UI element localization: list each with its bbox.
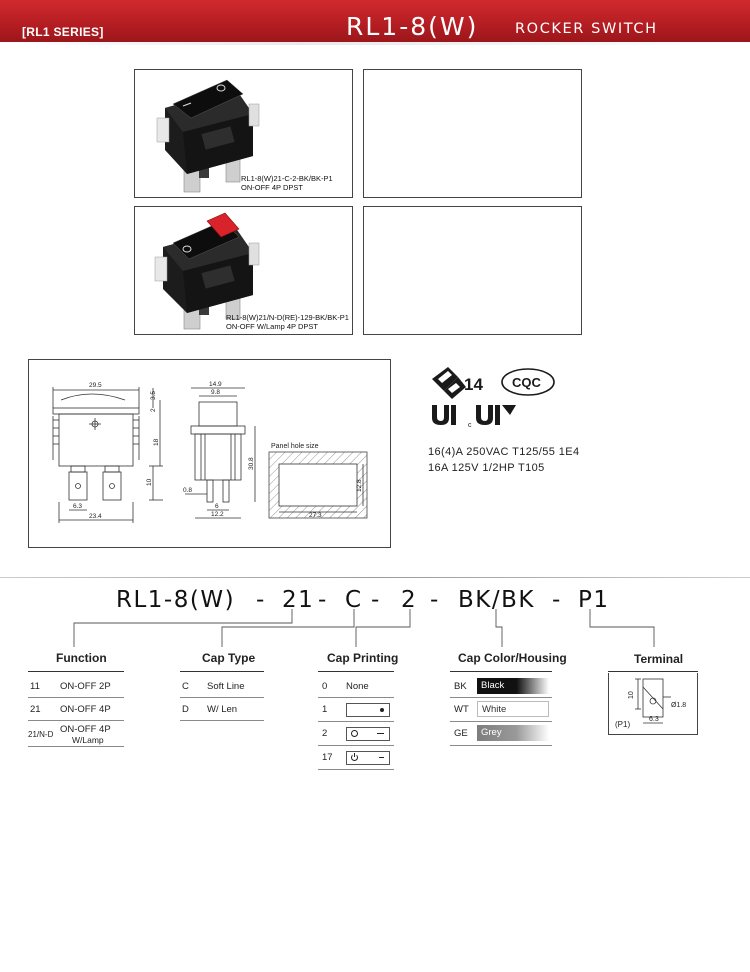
cap-type-code-d: D (182, 704, 189, 715)
header-bar (0, 0, 750, 42)
dimension-drawing-svg (29, 360, 392, 549)
code-sep-4: - (430, 587, 440, 613)
dim-12-2: 12.2 (211, 511, 224, 518)
terminal-title: Terminal (634, 652, 684, 666)
function-desc-21nd: ON-OFF 4P (60, 724, 111, 735)
function-desc-11: ON-OFF 2P (60, 681, 111, 692)
ul-logo (432, 405, 456, 425)
product-1-model: RL1-8(W)21-C-2-BK/BK-P1 (241, 174, 333, 183)
dim-10: 10 (146, 478, 153, 486)
cap-printing-desc-0: None (346, 681, 369, 692)
enec-logo (432, 367, 466, 399)
code-series: RL1-8(W) (116, 587, 236, 613)
cap-printing-title: Cap Printing (327, 651, 399, 665)
cap-printing-row-rule (318, 721, 394, 722)
cap-printing-symbol-o-line (346, 727, 390, 741)
code-sep-2: - (318, 587, 328, 613)
function-row-rule (28, 746, 124, 747)
function-desc-21: ON-OFF 4P (60, 704, 111, 715)
dim-0-8: 0.8 (183, 487, 193, 494)
color-swatch-grey: Grey (477, 725, 549, 741)
terminal-label-p1: (P1) (615, 720, 631, 729)
cap-printing-code-1: 1 (322, 704, 328, 715)
product-photo-1 (134, 69, 353, 198)
cap-printing-code-0: 0 (322, 681, 328, 692)
model-title: RL1-8(W) (346, 12, 479, 41)
terminal-dim-hole: Ø1.8 (671, 702, 687, 709)
line-icon (379, 757, 384, 758)
cap-color-header-rule (450, 671, 552, 672)
cap-type-desc-d: W/ Len (207, 704, 238, 715)
terminal-p1-drawing (609, 673, 699, 735)
cap-color-row-rule (450, 697, 552, 698)
product-1-desc: ON-OFF 4P DPST (241, 183, 303, 192)
section-divider (0, 577, 750, 578)
product-photo-2 (134, 206, 353, 335)
code-connector-lines (0, 605, 750, 655)
dim-23-4: 23.4 (89, 513, 102, 520)
cert-logos (428, 365, 628, 435)
dim-18: 18 (153, 438, 160, 446)
code-terminal: P1 (578, 587, 610, 613)
color-swatch-black: Black (477, 678, 549, 694)
cap-color-code-bk: BK (454, 681, 467, 692)
function-row-rule (28, 720, 124, 721)
cqc-text: CQC (512, 375, 541, 390)
product-2-desc: ON-OFF W/Lamp 4P DPST (226, 322, 318, 331)
power-icon-stem (354, 753, 355, 757)
cap-type-row-rule (180, 697, 264, 698)
rating-line-1: 16(4)A 250VAC T125/55 1E4 (428, 446, 580, 458)
dim-14-9: 14.9 (209, 381, 222, 388)
ul-recognized-logo (476, 405, 516, 425)
dimension-drawing (28, 359, 391, 548)
product-title: ROCKER SWITCH (515, 21, 658, 37)
dim-29-5: 29.5 (89, 382, 102, 389)
function-row-rule (28, 697, 124, 698)
cap-printing-row-rule (318, 769, 394, 770)
function-desc-21nd-lamp: W/Lamp (72, 735, 104, 745)
cap-printing-row-rule (318, 697, 394, 698)
product-2-caption (226, 313, 349, 331)
cap-printing-code-2: 2 (322, 728, 328, 739)
line-icon (377, 733, 384, 734)
product-1-caption (241, 174, 333, 192)
terminal-dim-6-3: 6.3 (649, 716, 659, 723)
dim-30-8: 30.8 (248, 457, 255, 470)
empty-photo-frame-2 (363, 206, 582, 335)
cap-color-row-rule (450, 745, 552, 746)
cap-printing-header-rule (318, 671, 394, 672)
color-swatch-white: White (477, 701, 549, 717)
cap-type-title: Cap Type (202, 651, 256, 665)
dim-6: 6 (215, 503, 219, 510)
cap-color-code-ge: GE (454, 728, 468, 739)
cap-type-row-rule (180, 720, 264, 721)
cap-type-header-rule (180, 671, 264, 672)
c-mark: c (468, 422, 472, 429)
code-function: 21 (282, 587, 315, 613)
cap-type-code-c: C (182, 681, 189, 692)
terminal-drawing-frame (608, 673, 698, 735)
cap-color-row-rule (450, 721, 552, 722)
dim-3-5: 3.5 (150, 390, 157, 400)
cap-color-code-wt: WT (454, 704, 469, 715)
cap-printing-symbol-power (346, 751, 390, 765)
function-header-rule (28, 671, 124, 672)
code-sep-5: - (552, 587, 562, 613)
cap-type-desc-c: Soft Line (207, 681, 245, 692)
enec-number: 14 (464, 375, 483, 394)
terminal-header-rule (608, 671, 698, 672)
function-code-21: 21 (30, 704, 41, 715)
series-tag: [RL1 SERIES] (22, 25, 104, 39)
code-sep-1: - (256, 587, 266, 613)
function-code-11: 11 (30, 681, 40, 692)
code-cap-printing: 2 (401, 587, 418, 613)
dim-27-3: 27.3 (309, 512, 322, 519)
cap-printing-symbol-dot (346, 703, 390, 717)
header-underline (0, 42, 750, 45)
empty-photo-frame-1 (363, 69, 582, 198)
dim-12-8: 12.8 (356, 479, 363, 492)
product-2-model: RL1-8(W)21/N-D(RE)-129-BK/BK-P1 (226, 313, 349, 322)
dot-icon (380, 708, 384, 712)
dim-9-8: 9.8 (211, 389, 221, 396)
dim-6-3: 6.3 (73, 503, 83, 510)
cap-printing-code-17: 17 (322, 752, 333, 763)
code-color: BK/BK (458, 587, 535, 613)
rating-line-2: 16A 125V 1/2HP T105 (428, 462, 545, 474)
dim-2: 2 (150, 408, 157, 412)
code-cap-type: C (345, 587, 363, 613)
cap-color-title: Cap Color/Housing (458, 651, 567, 665)
cap-printing-row-rule (318, 745, 394, 746)
function-code-21nd: 21/N-D (28, 730, 54, 739)
o-circle-icon (351, 730, 358, 737)
code-sep-3: - (371, 587, 381, 613)
terminal-dim-10: 10 (628, 691, 635, 699)
panel-hole-label: Panel hole size (271, 443, 319, 450)
function-title: Function (56, 651, 107, 665)
